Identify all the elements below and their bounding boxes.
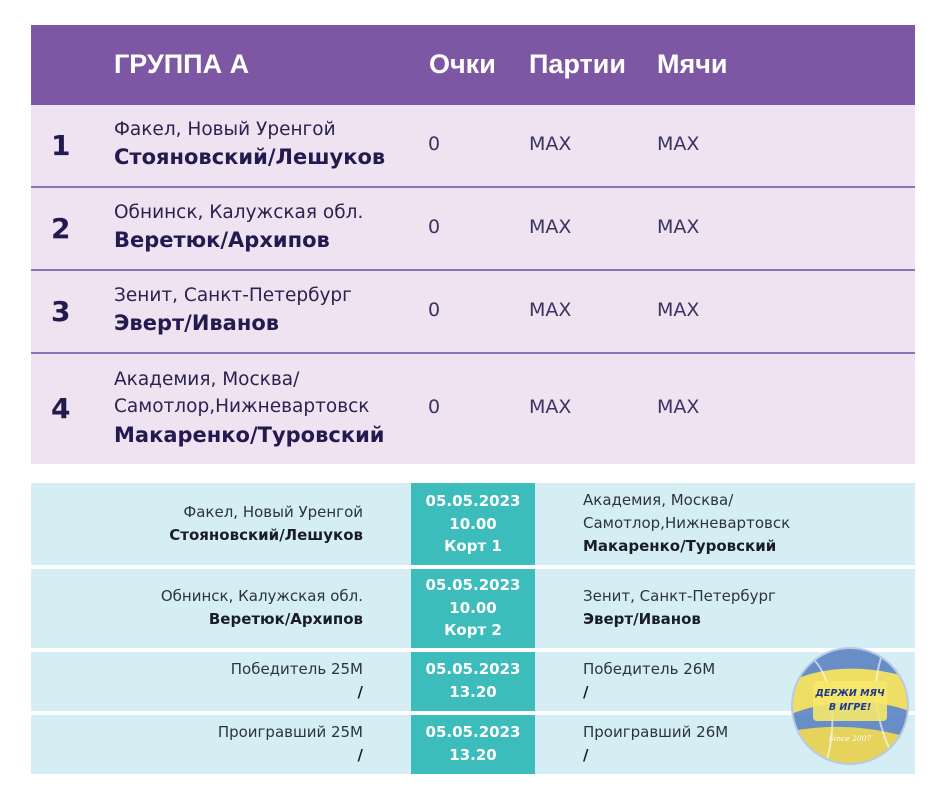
standings-row (31, 188, 915, 271)
match-time: 13.20 (449, 682, 497, 701)
match-time: 10.00 (449, 514, 497, 533)
points-header: Очки (429, 49, 496, 79)
team-sets: MAX (529, 216, 572, 238)
team-players: Веретюк/Архипов (114, 228, 330, 252)
match-row (31, 483, 915, 565)
match-home (218, 721, 363, 767)
match-date: 05.05.2023 (425, 660, 521, 678)
match-date: 05.05.2023 (425, 723, 521, 741)
team-position: 4 (51, 392, 71, 425)
away-team: Эверт/Иванов (583, 610, 701, 628)
team-points: 0 (428, 133, 441, 155)
team-position: 2 (51, 212, 71, 245)
team-points: 0 (428, 396, 441, 418)
match-time: 10.00 (449, 598, 497, 617)
sets-header: Партии (529, 49, 626, 79)
match-away (583, 489, 790, 558)
team-players: Макаренко/Туровский (114, 423, 385, 447)
match-date: 05.05.2023 (425, 492, 521, 510)
team-club: Зенит, Санкт-Петербург (114, 285, 352, 306)
away-club: Академия, Москва/ (583, 491, 734, 509)
match-row (31, 569, 915, 648)
team-sets: MAX (529, 133, 572, 155)
match-home (161, 585, 363, 631)
away-team: Макаренко/Туровский (583, 537, 777, 555)
match-away (583, 721, 728, 767)
team-balls: MAX (657, 216, 700, 238)
logo-line2: В ИГРЕ! (828, 702, 872, 713)
team-sets: MAX (529, 299, 572, 321)
team-balls: MAX (657, 396, 700, 418)
standings-header (31, 25, 915, 105)
away-club: Зенит, Санкт-Петербург (583, 587, 776, 605)
away-club: Победитель 26М (583, 660, 716, 678)
home-team: / (357, 683, 363, 701)
team-balls: MAX (657, 133, 700, 155)
match-row (31, 652, 915, 711)
group-a-standings (31, 25, 915, 464)
match-court: Корт 1 (444, 537, 502, 555)
team-points: 0 (428, 216, 441, 238)
home-club: Проигравший 25М (217, 723, 363, 741)
standings-row (31, 271, 915, 354)
logo-since: Since 2007 (828, 734, 872, 743)
home-team: / (357, 746, 363, 764)
away-club: Самотлор,Нижневартовск (583, 514, 791, 532)
standings-row (31, 354, 915, 464)
team-position: 1 (51, 129, 71, 162)
home-club: Факел, Новый Уренгой (183, 503, 363, 521)
match-away (583, 585, 776, 631)
match-info (411, 652, 535, 711)
match-home (169, 501, 363, 547)
away-team: / (583, 683, 589, 701)
volleyball-logo (789, 645, 911, 767)
team-club: Факел, Новый Уренгой (114, 119, 336, 140)
team-club: Самотлор,Нижневартовск (114, 396, 370, 417)
standings-row (31, 105, 915, 188)
team-sets: MAX (529, 396, 572, 418)
team-balls: MAX (657, 299, 700, 321)
balls-header: Мячи (657, 49, 728, 79)
team-position: 3 (51, 295, 71, 328)
team-club: Обнинск, Калужская обл. (114, 202, 364, 223)
away-team: / (583, 746, 589, 764)
logo-line1: ДЕРЖИ МЯЧ (815, 688, 885, 699)
team-club: Академия, Москва/ (114, 369, 300, 390)
match-info (411, 483, 535, 565)
match-court: Корт 2 (444, 621, 502, 639)
match-info (411, 569, 535, 648)
match-home (231, 658, 363, 704)
home-team: Веретюк/Архипов (208, 610, 363, 628)
home-club: Победитель 25М (230, 660, 363, 678)
group-title: ГРУППА А (114, 49, 250, 79)
match-info (411, 715, 535, 774)
team-players: Стояновский/Лешуков (114, 145, 386, 169)
match-away (583, 658, 715, 704)
match-schedule (31, 483, 915, 778)
away-club: Проигравший 26М (583, 723, 729, 741)
home-club: Обнинск, Калужская обл. (160, 587, 363, 605)
match-row (31, 715, 915, 774)
team-points: 0 (428, 299, 441, 321)
match-time: 13.20 (449, 745, 497, 764)
team-players: Эверт/Иванов (114, 311, 280, 335)
match-date: 05.05.2023 (425, 576, 521, 594)
home-team: Стояновский/Лешуков (169, 526, 363, 544)
